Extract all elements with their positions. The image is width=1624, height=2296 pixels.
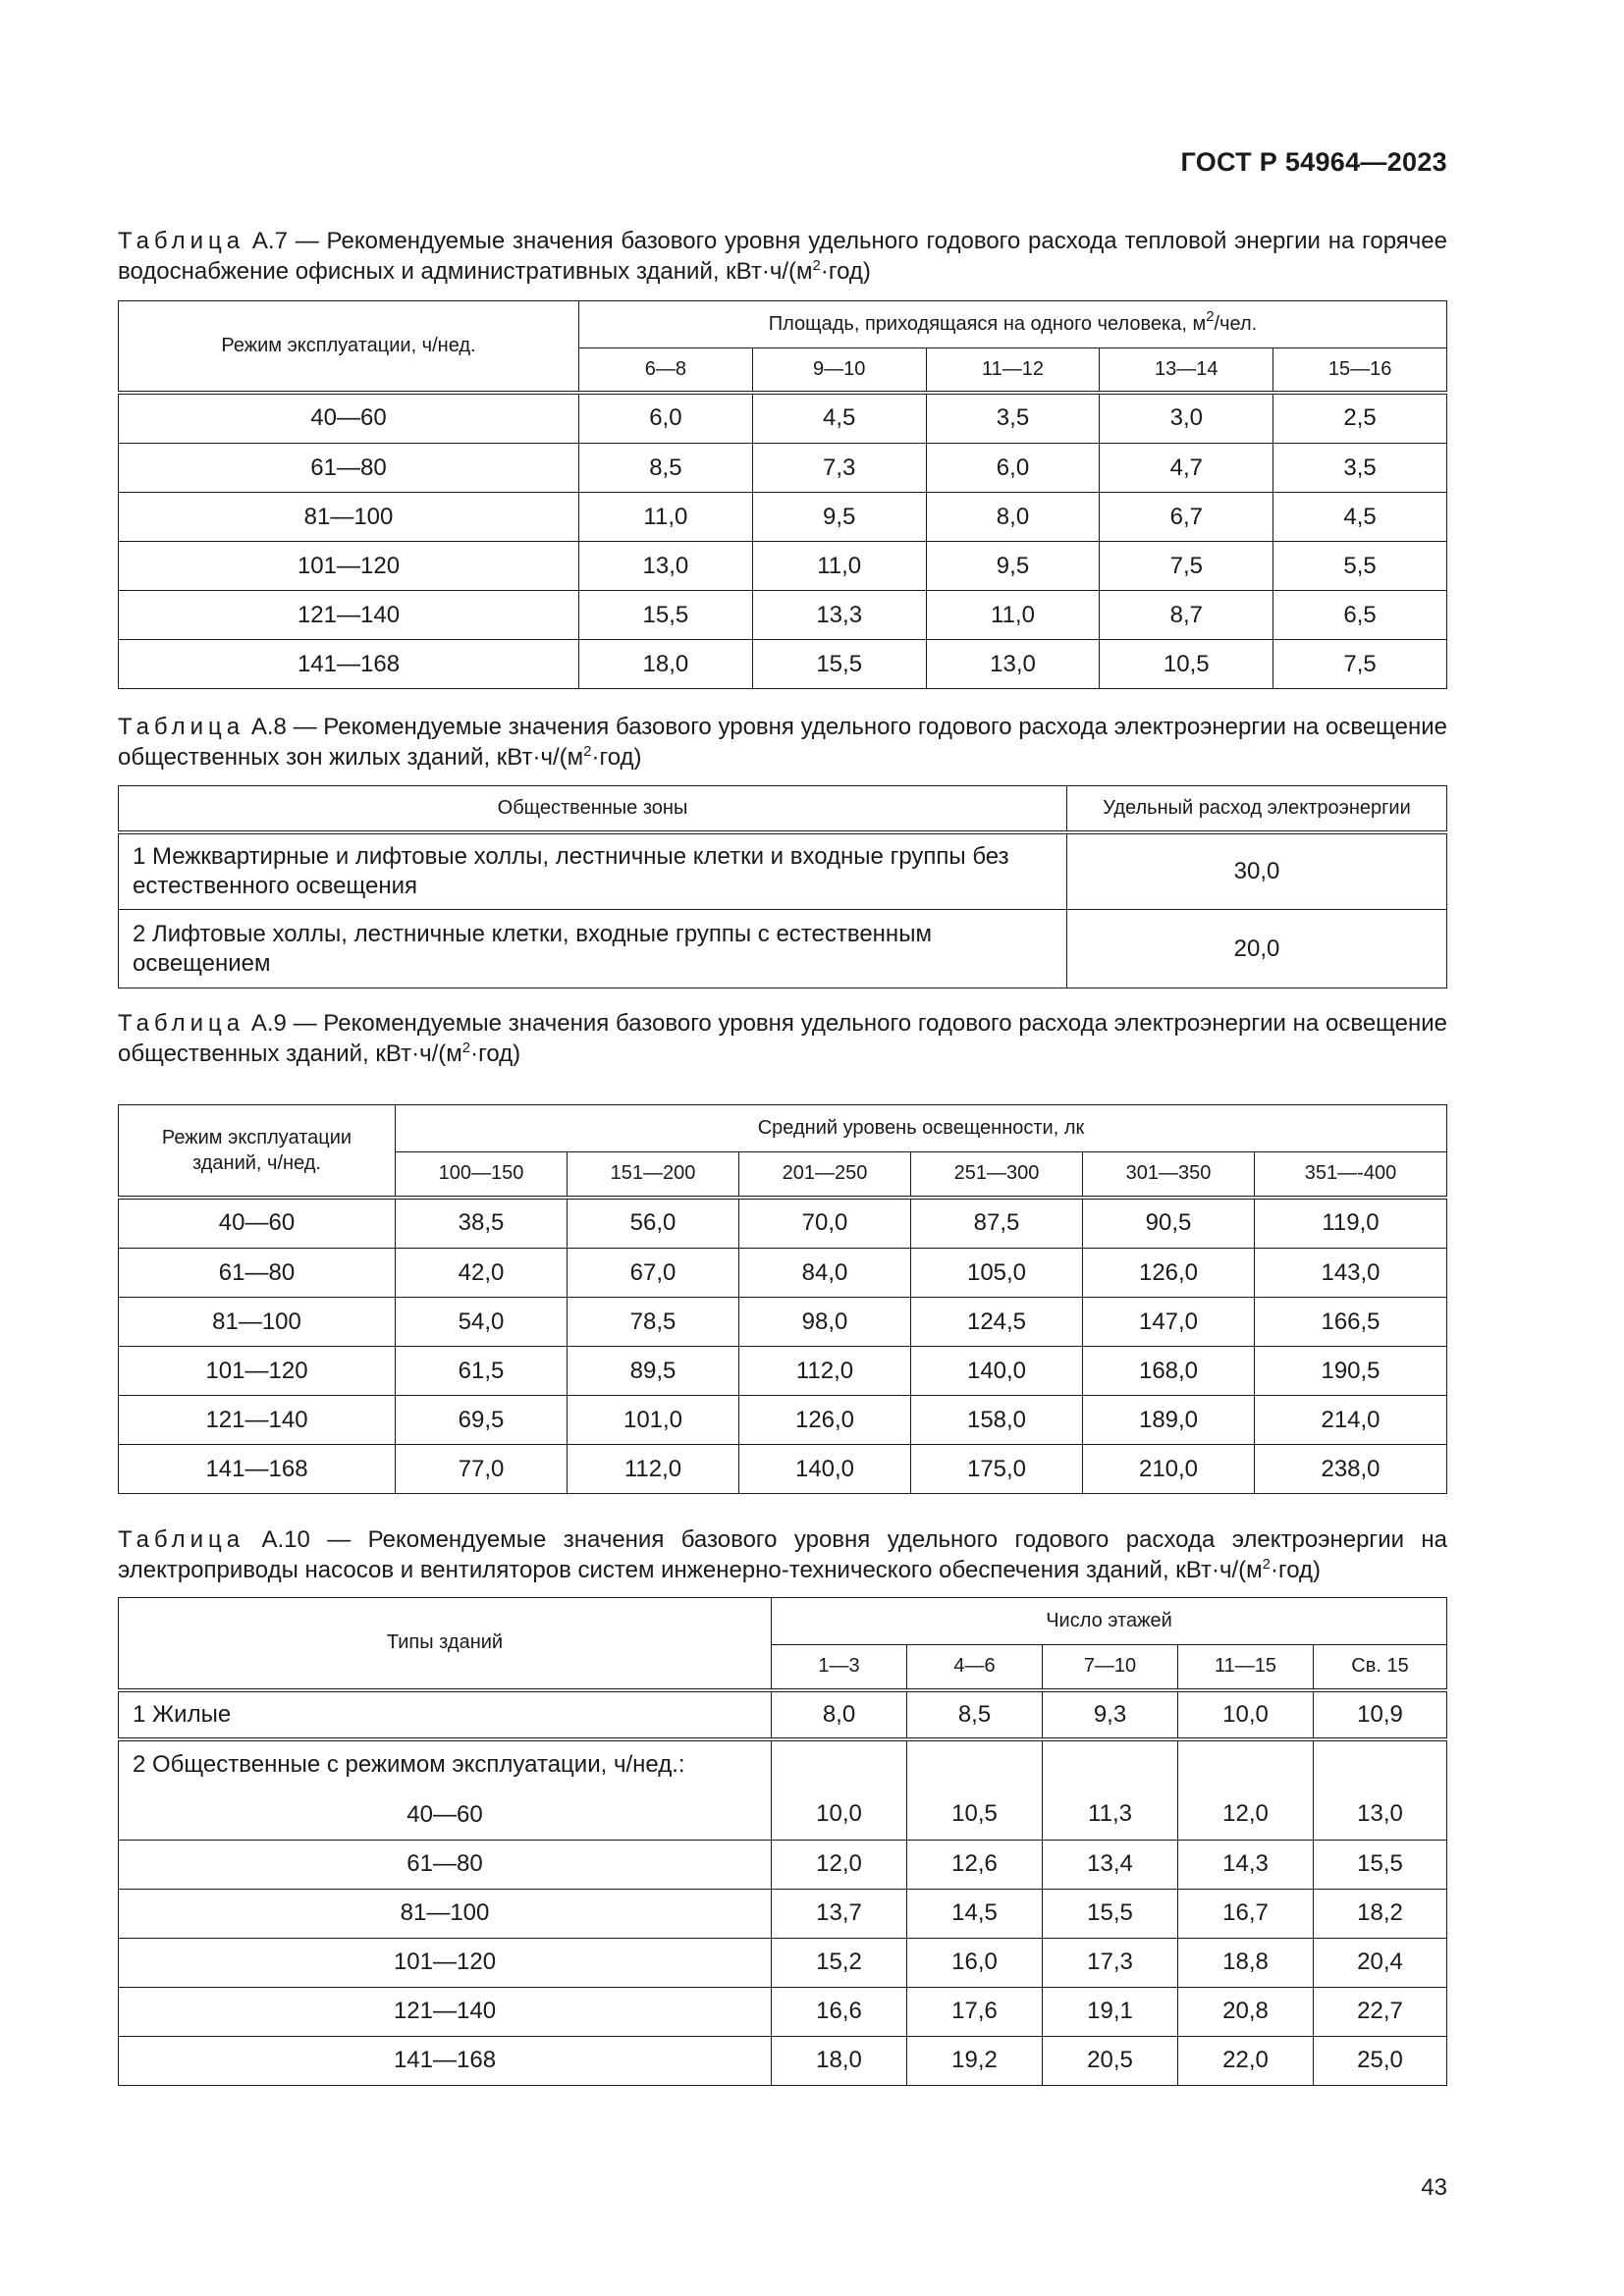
table-cell: 168,0 [1083,1347,1255,1396]
table-row [119,910,1447,988]
table-cell: 11,3 [1043,1739,1178,1841]
table-cell: 13,7 [772,1889,907,1938]
table-cell: 69,5 [396,1396,568,1445]
table-cell: 210,0 [1083,1445,1255,1494]
table-a10-caption-sup: 2 [1262,1556,1271,1573]
table-a10-row-label: 40—60 [406,1800,483,1828]
table-cell: 9,5 [752,493,926,542]
table-cell: 8,0 [772,1690,907,1739]
table-cell: 7,3 [752,444,926,493]
table-cell: 22,7 [1314,1987,1447,2036]
table-cell: 77,0 [396,1445,568,1494]
table-row [119,1198,1447,1249]
table-cell: 189,0 [1083,1396,1255,1445]
table-a7-row-label: 40—60 [119,393,579,444]
table-a8-caption-word: Таблица [118,714,245,740]
table-cell: 42,0 [396,1249,568,1298]
table-a9-col-header: 301—350 [1083,1152,1255,1198]
table-a10-col-header: Св. 15 [1314,1645,1447,1690]
table-a7 [118,300,1447,689]
table-a9-col-header: 201—250 [739,1152,911,1198]
table-cell: 54,0 [396,1298,568,1347]
table-cell: 112,0 [739,1347,911,1396]
table-cell: 10,9 [1314,1690,1447,1739]
table-cell: 18,0 [579,640,753,689]
table-cell: 12,6 [907,1840,1043,1889]
table-cell: 19,2 [907,2036,1043,2085]
table-cell: 90,5 [1083,1198,1255,1249]
table-cell: 126,0 [1083,1249,1255,1298]
table-a9-row-label: 81—100 [119,1298,396,1347]
table-cell: 30,0 [1067,832,1447,910]
table-row [119,2036,1447,2085]
table-a10-col-header: 11—15 [1178,1645,1314,1690]
table-cell: 20,8 [1178,1987,1314,2036]
table-a7-caption [118,226,1447,287]
table-cell: 18,2 [1314,1889,1447,1938]
table-a7-caption-text: А.7 — Рекомендуемые значения базового уровня удельного годового расхода тепловой энергии на горячее водоснабжение офисных и административных зданий, кВт·ч/(м [118,228,1447,285]
table-a9-row-label: 61—80 [119,1249,396,1298]
table-row [119,1249,1447,1298]
table-a7-col-header: 6—8 [579,348,753,393]
table-a9 [118,1104,1447,1494]
table-row [119,1938,1447,1987]
table-cell: 56,0 [568,1198,739,1249]
table-cell: 4,5 [752,393,926,444]
table-cell: 158,0 [911,1396,1083,1445]
table-cell: 7,5 [1273,640,1447,689]
table-cell: 4,5 [1273,493,1447,542]
table-a9-caption-text: А.9 — Рекомендуемые значения базового уровня удельного годового расхода электроэнергии на освещение общественных зданий, кВт·ч/(м [118,1010,1447,1067]
table-a10-row-label: 81—100 [119,1889,772,1938]
table-a7-group-header [579,301,1447,348]
table-cell: 20,4 [1314,1938,1447,1987]
table-a10-row-label: 141—168 [119,2036,772,2085]
table-cell: 38,5 [396,1198,568,1249]
table-a9-caption-sup: 2 [461,1040,471,1056]
table-row [119,832,1447,910]
table-a10-group-header: Число этажей [772,1598,1447,1645]
table-a9-col-header: 251—300 [911,1152,1083,1198]
table-a10-caption-word: Таблица [118,1526,245,1553]
table-a10-col-header: 7—10 [1043,1645,1178,1690]
table-cell: 16,7 [1178,1889,1314,1938]
table-a7-group-header-text: Площадь, приходящаяся на одного человека, м [768,313,1207,335]
table-cell: 19,1 [1043,1987,1178,2036]
table-a9-row-label: 101—120 [119,1347,396,1396]
table-a10-caption-tail: ·год) [1270,1557,1322,1583]
table-cell: 6,0 [926,444,1100,493]
table-a8-caption-sup: 2 [583,743,592,760]
table-cell: 10,5 [1100,640,1273,689]
table-cell: 9,5 [926,542,1100,591]
document-id: ГОСТ Р 54964—2023 [1180,147,1447,177]
table-cell: 10,5 [907,1739,1043,1841]
table-cell: 13,4 [1043,1840,1178,1889]
table-a9-row-label: 141—168 [119,1445,396,1494]
table-a10-col-header: 4—6 [907,1645,1043,1690]
table-cell: 22,0 [1178,2036,1314,2085]
table-cell: 18,8 [1178,1938,1314,1987]
table-a7-col-header: 15—16 [1273,348,1447,393]
table-cell: 147,0 [1083,1298,1255,1347]
table-cell: 15,5 [1314,1840,1447,1889]
table-row [119,1739,1447,1841]
table-a7-caption-sup: 2 [812,257,821,274]
table-cell: 11,0 [926,591,1100,640]
table-row [119,393,1447,444]
table-cell: 124,5 [911,1298,1083,1347]
table-a10-row-label: 121—140 [119,1987,772,2036]
table-cell: 11,0 [752,542,926,591]
table-a8-zone: 1 Межквартирные и лифтовые холлы, лестничные клетки и входные группы без естественного освещения [119,832,1067,910]
table-cell: 61,5 [396,1347,568,1396]
table-a7-col-header: 11—12 [926,348,1100,393]
table-cell: 7,5 [1100,542,1273,591]
table-cell: 14,3 [1178,1840,1314,1889]
table-a9-caption [118,1008,1447,1069]
table-a10-public-group [119,1739,772,1841]
table-cell: 13,0 [1314,1739,1447,1841]
table-a7-caption-word: Таблица [118,228,245,254]
table-cell: 214,0 [1255,1396,1447,1445]
table-cell: 4,7 [1100,444,1273,493]
table-a7-group-header-unit: /чел. [1214,313,1258,335]
table-cell: 101,0 [568,1396,739,1445]
table-cell: 13,0 [579,542,753,591]
table-a8 [118,785,1447,988]
table-row [119,1445,1447,1494]
table-row [119,1840,1447,1889]
table-a9-row-label: 40—60 [119,1198,396,1249]
table-a10-caption [118,1524,1447,1585]
table-cell: 98,0 [739,1298,911,1347]
table-a8-header-zones: Общественные зоны [119,786,1067,832]
table-row [119,444,1447,493]
table-cell: 2,5 [1273,393,1447,444]
table-row [119,640,1447,689]
table-a7-row-label: 101—120 [119,542,579,591]
table-row [119,1690,1447,1739]
table-a10-public-heading: 2 Общественные с режимом эксплуатации, ч/нед.: [133,1750,685,1778]
table-a9-col-header: 151—200 [568,1152,739,1198]
table-cell: 15,5 [579,591,753,640]
table-cell: 70,0 [739,1198,911,1249]
table-cell: 16,0 [907,1938,1043,1987]
table-row [119,542,1447,591]
table-cell: 8,5 [907,1690,1043,1739]
table-a10-row-label: 1 Жилые [119,1690,772,1739]
table-cell: 17,3 [1043,1938,1178,1987]
table-a9-group-header: Средний уровень освещенности, лк [396,1105,1447,1152]
table-a7-row-label: 121—140 [119,591,579,640]
table-cell: 12,0 [772,1840,907,1889]
table-cell: 175,0 [911,1445,1083,1494]
table-row [119,1396,1447,1445]
table-a10-row-label: 61—80 [119,1840,772,1889]
table-cell: 119,0 [1255,1198,1447,1249]
table-row [119,591,1447,640]
table-cell: 105,0 [911,1249,1083,1298]
table-cell: 89,5 [568,1347,739,1396]
table-row [119,493,1447,542]
table-cell: 143,0 [1255,1249,1447,1298]
table-cell: 166,5 [1255,1298,1447,1347]
table-cell: 140,0 [911,1347,1083,1396]
table-cell: 10,0 [772,1739,907,1841]
table-cell: 15,5 [1043,1889,1178,1938]
table-cell: 13,0 [926,640,1100,689]
table-cell: 11,0 [579,493,753,542]
table-cell: 14,5 [907,1889,1043,1938]
table-a7-row-header: Режим эксплуатации, ч/нед. [119,301,579,393]
table-cell: 15,2 [772,1938,907,1987]
table-row [119,1987,1447,2036]
table-cell: 3,0 [1100,393,1273,444]
table-cell: 78,5 [568,1298,739,1347]
table-a10-caption-text: А.10 — Рекомендуемые значения базового уровня удельного годового расхода электроэнергии на электроприводы насосов и вентиляторов систем инженерно-технического обеспечения зданий, кВт·ч/(м [118,1526,1447,1583]
table-a7-row-label: 61—80 [119,444,579,493]
table-cell: 25,0 [1314,2036,1447,2085]
table-cell: 6,0 [579,393,753,444]
table-cell: 12,0 [1178,1739,1314,1841]
table-cell: 84,0 [739,1249,911,1298]
table-a7-col-header: 9—10 [752,348,926,393]
table-a9-col-header: 351—-400 [1255,1152,1447,1198]
table-cell: 8,5 [579,444,753,493]
table-cell: 17,6 [907,1987,1043,2036]
table-a8-caption-tail: ·год) [591,744,642,771]
table-a7-caption-tail: ·год) [820,258,871,285]
table-a9-row-header: Режим эксплуатации зданий, ч/нед. [119,1105,396,1198]
table-cell: 3,5 [1273,444,1447,493]
table-cell: 126,0 [739,1396,911,1445]
table-cell: 5,5 [1273,542,1447,591]
table-a9-col-header: 100—150 [396,1152,568,1198]
table-cell: 20,5 [1043,2036,1178,2085]
table-cell: 6,7 [1100,493,1273,542]
table-cell: 3,5 [926,393,1100,444]
table-a10 [118,1597,1447,2086]
table-a7-row-label: 81—100 [119,493,579,542]
table-row [119,1347,1447,1396]
table-row [119,1298,1447,1347]
table-a10-row-header: Типы зданий [119,1598,772,1690]
table-a10-col-header: 1—3 [772,1645,907,1690]
page-number: 43 [1421,2174,1447,2201]
table-cell: 112,0 [568,1445,739,1494]
table-a9-caption-tail: ·год) [470,1041,521,1067]
table-a7-row-label: 141—168 [119,640,579,689]
table-cell: 6,5 [1273,591,1447,640]
table-cell: 13,3 [752,591,926,640]
table-a9-row-label: 121—140 [119,1396,396,1445]
table-cell: 16,6 [772,1987,907,2036]
table-a8-caption [118,712,1447,773]
table-cell: 9,3 [1043,1690,1178,1739]
table-cell: 18,0 [772,2036,907,2085]
table-a8-header-consumption: Удельный расход электроэнергии [1067,786,1447,832]
table-a7-col-header: 13—14 [1100,348,1273,393]
table-cell: 238,0 [1255,1445,1447,1494]
table-cell: 8,0 [926,493,1100,542]
table-cell: 15,5 [752,640,926,689]
table-cell: 10,0 [1178,1690,1314,1739]
table-cell: 8,7 [1100,591,1273,640]
table-a8-caption-text: А.8 — Рекомендуемые значения базового уровня удельного годового расхода электроэнергии на освещение общественных зон жилых зданий, кВт·ч/(м [118,714,1447,771]
table-cell: 190,5 [1255,1347,1447,1396]
table-row [119,1889,1447,1938]
table-cell: 140,0 [739,1445,911,1494]
table-cell: 67,0 [568,1249,739,1298]
table-a10-row-label: 101—120 [119,1938,772,1987]
table-a8-zone: 2 Лифтовые холлы, лестничные клетки, входные группы с естественным освещением [119,910,1067,988]
table-cell: 87,5 [911,1198,1083,1249]
table-a7-group-header-sup: 2 [1206,308,1215,325]
table-cell: 20,0 [1067,910,1447,988]
table-a9-caption-word: Таблица [118,1010,245,1037]
